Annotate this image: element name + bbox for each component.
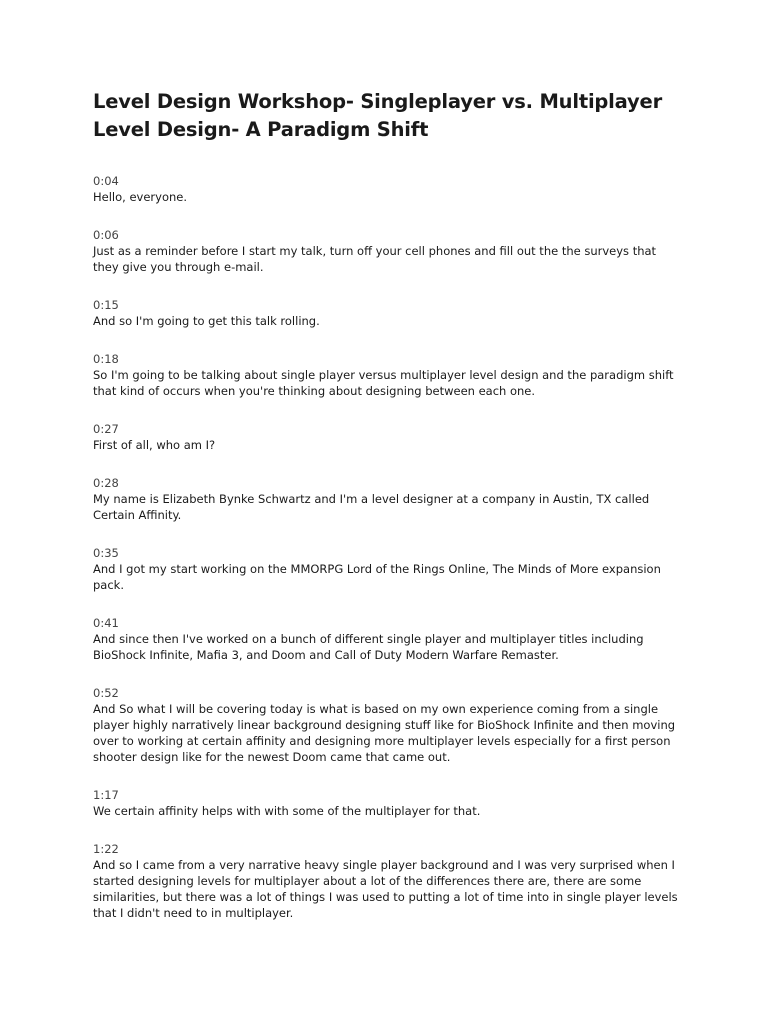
transcript-text: Hello, everyone. bbox=[93, 190, 188, 204]
timestamp: 1:17 bbox=[93, 788, 119, 802]
transcript-entry bbox=[93, 787, 685, 819]
transcript-entry bbox=[93, 173, 685, 205]
timestamp: 1:22 bbox=[93, 842, 119, 856]
transcript-entry bbox=[93, 475, 685, 523]
transcript-text: And I got my start working on the MMORPG Lord of the Rings Online, The Minds of More expansion pack. bbox=[93, 562, 661, 592]
transcript-entry bbox=[93, 351, 685, 399]
transcript-text: And So what I will be covering today is what is based on my own experience coming from a single player highly narratively linear background designing stuff like for BioShock Infinite and then moving over to working at certain affinity and designing more multiplayer levels especially for a first person shooter design like for the newest Doom came that came out. bbox=[93, 702, 676, 764]
timestamp: 0:41 bbox=[93, 616, 119, 630]
transcript-text: And so I came from a very narrative heavy single player background and I was very surprised when I started designing levels for multiplayer about a lot of the differences there are, there are some similarities, but there was a lot of things I was used to putting a lot of time into in single player levels that I didn't need to in multiplayer. bbox=[93, 858, 678, 920]
transcript-entry bbox=[93, 841, 685, 921]
transcript-entry bbox=[93, 545, 685, 593]
transcript-text: And since then I've worked on a bunch of different single player and multiplayer titles including BioShock Infinite, Mafia 3, and Doom and Call of Duty Modern Warfare Remaster. bbox=[93, 632, 644, 662]
transcript-entry bbox=[93, 227, 685, 275]
transcript-text: We certain affinity helps with with some of the multiplayer for that. bbox=[93, 804, 481, 818]
timestamp: 0:52 bbox=[93, 686, 119, 700]
transcript-entry bbox=[93, 297, 685, 329]
transcript-text: Just as a reminder before I start my talk, turn off your cell phones and fill out the the surveys that they give you through e-mail. bbox=[93, 244, 657, 274]
transcript-text: My name is Elizabeth Bynke Schwartz and I'm a level designer at a company in Austin, TX called Certain Affinity. bbox=[93, 492, 650, 522]
transcript-entry bbox=[93, 421, 685, 453]
timestamp: 0:35 bbox=[93, 546, 119, 560]
timestamp: 0:15 bbox=[93, 298, 119, 312]
timestamp: 0:18 bbox=[93, 352, 119, 366]
timestamp: 0:06 bbox=[93, 228, 119, 242]
transcript-entry bbox=[93, 615, 685, 663]
document-page bbox=[93, 88, 685, 943]
timestamp: 0:27 bbox=[93, 422, 119, 436]
transcript-text: So I'm going to be talking about single player versus multiplayer level design and the paradigm shift that kind of occurs when you're thinking about designing between each one. bbox=[93, 368, 674, 398]
transcript-text: First of all, who am I? bbox=[93, 438, 216, 452]
timestamp: 0:04 bbox=[93, 174, 119, 188]
transcript-text: And so I'm going to get this talk rolling. bbox=[93, 314, 320, 328]
timestamp: 0:28 bbox=[93, 476, 119, 490]
document-title: Level Design Workshop- Singleplayer vs. Multiplayer Level Design- A Paradigm Shift bbox=[93, 90, 662, 141]
transcript-entry bbox=[93, 685, 685, 765]
